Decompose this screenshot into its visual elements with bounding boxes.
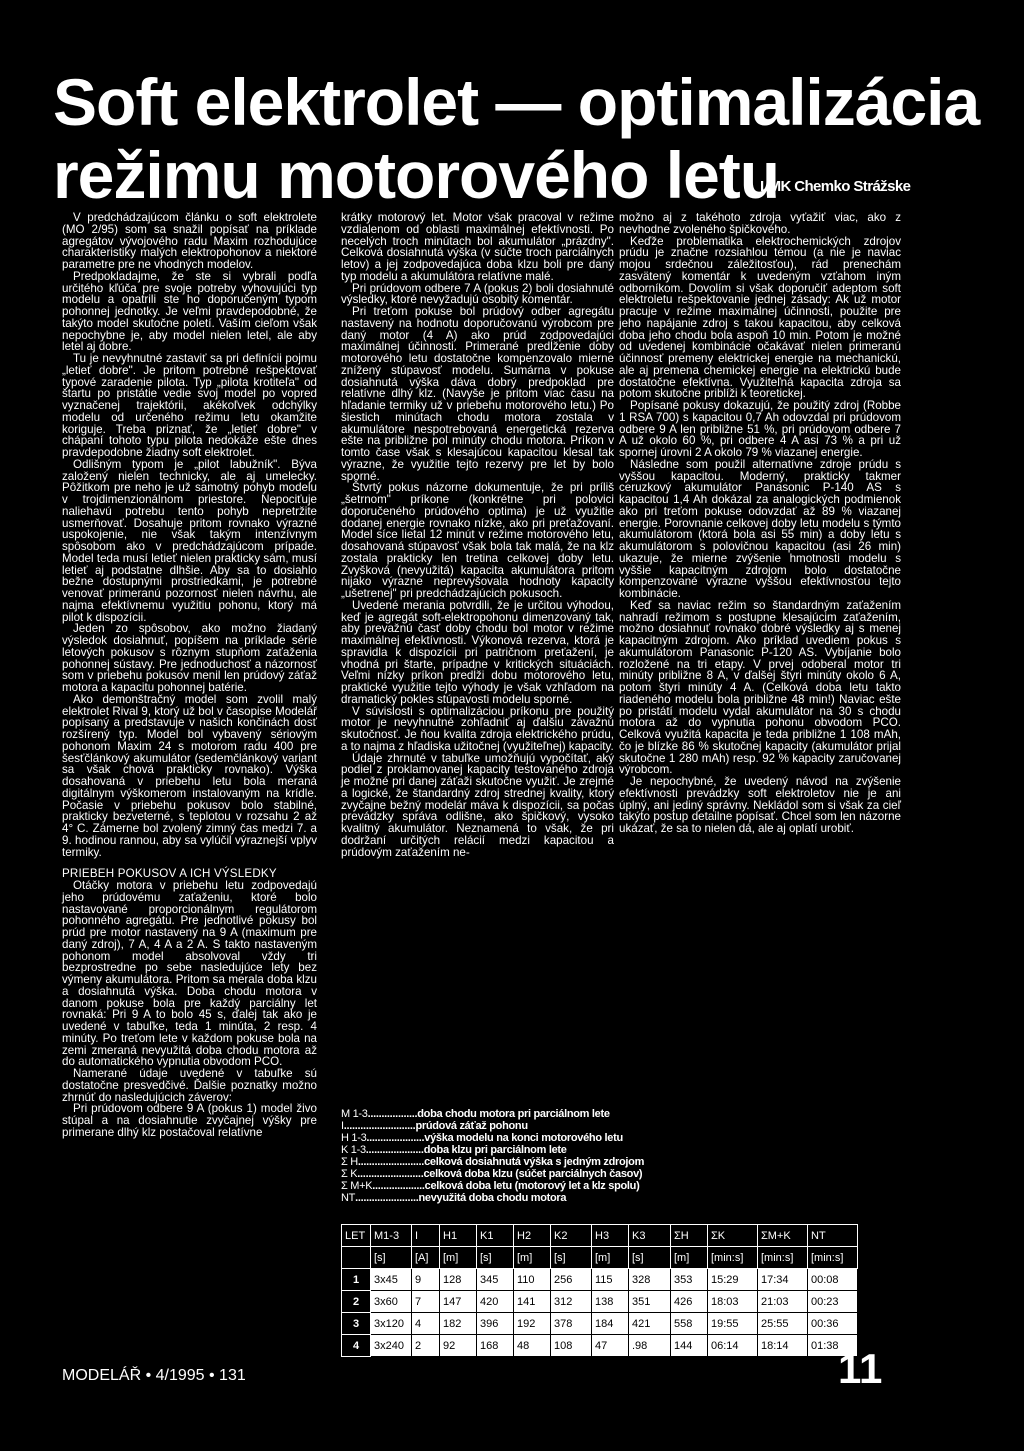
- table-units-row: [342, 1247, 858, 1269]
- column-unit: [min:s]: [808, 1247, 858, 1269]
- table-cell: 15:29: [708, 1269, 758, 1291]
- legend-item: NT.......................nevyužitá doba chodu motora: [341, 1192, 567, 1204]
- paragraph: V súvislosti s optimalizáciou príkonu pre použitý motor je nevyhnutné zohľadniť aj ďalšiu závažnú skutočnosť. Je ňou kvalita zdroja elektrického prúdu, a to najma z hľadiska užitočnej (využiteľnej) kapacity.: [341, 704, 614, 753]
- legend-key: H 1-3: [341, 1132, 367, 1144]
- legend-item: H 1-3.....................výška modelu na konci motorového letu: [341, 1132, 623, 1144]
- table-legend: [341, 1108, 761, 1204]
- table-cell: 00:23: [808, 1291, 858, 1313]
- column-2: [341, 211, 614, 859]
- table-cell: 00:36: [808, 1313, 858, 1335]
- table-cell: 108: [551, 1335, 592, 1357]
- paragraph: V predchádzajúcom článku o soft elektrolete (MO 2/95) som sa snažil popísať na príklade agregátov vývojového radu Maxim rozhodujúce charakteristiky malých elektropohonov a niektoré parametre pre ne vhodných modelov.: [62, 211, 317, 271]
- paragraph: Pri prúdovom odbere 7 A (pokus 2) boli dosiahnuté výsledky, ktoré nevyžadujú osobitý komentár.: [341, 281, 614, 307]
- legend-key: K 1-3: [341, 1144, 366, 1156]
- table-cell: 4: [412, 1313, 440, 1335]
- table-cell: 19:55: [708, 1313, 758, 1335]
- table-row: [342, 1313, 858, 1335]
- table-cell: 420: [477, 1291, 514, 1313]
- table-cell: 7: [412, 1291, 440, 1313]
- column-unit: [342, 1247, 371, 1269]
- table-row: [342, 1291, 858, 1313]
- legend-key: NT: [341, 1192, 356, 1204]
- table-cell: 378: [551, 1313, 592, 1335]
- table-cell: 2: [412, 1335, 440, 1357]
- legend-item: I..........................prúdová záťaž pohonu: [341, 1120, 528, 1132]
- column-header: K3: [629, 1225, 671, 1247]
- paragraph: Uvedené merania potvrdili, že je určitou výhodou, keď je agregát soft-elektropohonu dimenzovaný tak, aby prevažnú časť doby chodu bol motor v režime maximálnej efektívnosti. Výkonová rezerva, ktorá je spravidla k dispozícii pri patričnom preťažení, je vhodná pri štarte, prípadne v kritických situáciách. Veľmi nízky príkon predĺži dobu motorového letu, praktické využitie tejto výhody je však vzhľadom na dramatický pokles stúpavosti modelu sporné.: [341, 598, 614, 706]
- table-cell: 1: [342, 1269, 371, 1291]
- column-header: H1: [440, 1225, 477, 1247]
- column-header: LET: [342, 1225, 371, 1247]
- table-cell: 3x60: [371, 1291, 412, 1313]
- column-header: I: [412, 1225, 440, 1247]
- table-cell: 18:03: [708, 1291, 758, 1313]
- table-cell: 128: [440, 1269, 477, 1291]
- column-header: ΣH: [671, 1225, 708, 1247]
- legend-item: Σ H........................celková dosiahnutá výška s jedným zdrojom: [341, 1156, 645, 1168]
- table-cell: 147: [440, 1291, 477, 1313]
- table-cell: 426: [671, 1291, 708, 1313]
- paragraph: Následne som použil alternatívne zdroje prúdu s vyššou kapacitou. Moderný, prakticky takmer ceruzkový akumulátor Panasonic P-140 AS s kapacitou 1,4 Ah dokázal za analogických podmienok ako pri treťom pokuse odovzdať až 89 % viazanej energie. Porovnanie celkovej doby letu modelu s týmto akumulátorom (ktorá bola asi 55 min) a doby letu s akumulátorom s polovičnou kapacitou (asi 26 min) ukazuje, že mierne zvýšenie hmotnosti modelu s vyššie kapacitným zdrojom bolo dostatočne kompenzované výrazne vyššou efektívnosťou tejto kombinácie.: [619, 457, 901, 600]
- paragraph: Údaje zhrnuté v tabuľke umožňujú vypočítať, aký podiel z proklamovanej kapacity testovaného zdroja je možné pri danej záťaži skutočne využiť. Je zrejmé a logické, že štandardný zdroj strednej kvality, ktorý zvyčajne bežný modelár máva k dispozícii, sa počas prevádzky správa odlišne, ako špičkový, vysoko kvalitný akumulátor. Neznamená to však, že pri dodržaní určitých relácií medzi kapacitou a prúdovým zaťažením ne-: [341, 751, 614, 859]
- paragraph: Tu je nevyhnutné zastaviť sa pri definícii pojmu „letieť dobre". Je pritom potrebné rešpektovať typové zaradenie pilota. Typ „pilota krotiteľa" od štartu po pristátie vedie svoj model po vopred vyznačenej trajektórii, akékoľvek odchýlky modelu od určeného režimu letu okamžite koriguje. Treba priznať, že „letieť dobre" v chápaní tohoto typu pilota nedokáže ešte dnes pravdepodobne žiadny soft elektrolet.: [62, 352, 317, 459]
- table-cell: 328: [629, 1269, 671, 1291]
- paragraph: Pri prúdovom odbere 9 A (pokus 1) model živo stúpal a na dosiahnutie zvyčajnej výšky pre primerane dlhý klz postačoval relatívne: [62, 1102, 317, 1139]
- page-number: 11: [838, 1345, 883, 1392]
- table-cell: 01:38: [808, 1335, 858, 1357]
- table-cell: 110: [514, 1269, 551, 1291]
- paragraph: Keď sa naviac režim so štandardným zaťažením nahradí režimom s postupne klesajúcim zaťažením, možno dosiahnuť rovnako dobré výsledky aj s menej kapacitným zdrojom. Ako príklad uvediem pokus s akumulátorom Panasonic P-120 AS. Vybíjanie bolo rozložené na tri etapy. V prvej odoberal motor tri minúty približne 8 A, v ďalšej štyri minúty okolo 6 A, potom štyri minúty 4 A. (Celková doba letu takto riadeného modelu bola približne 48 min!) Naviac ešte po pristátí modelu vydal akumulátor na 30 s chodu motora až do vypnutia pohonu obvodom PCO. Celková využitá kapacita je teda približne 1 108 mAh, čo je blízke 86 % skutočnej kapacity (akumulátor prijal skutočne 1 280 mAh) resp. 92 % kapacity zaručovanej výrobcom.: [619, 598, 901, 777]
- legend-text: doba chodu motora pri parciálnom lete: [417, 1108, 610, 1120]
- column-unit: [s]: [371, 1247, 412, 1269]
- table-row: [342, 1335, 858, 1357]
- table-cell: 144: [671, 1335, 708, 1357]
- column-header: M1-3: [371, 1225, 412, 1247]
- paragraph: Pri treťom pokuse bol prúdový odber agregátu nastavený na hodnotu doporučovanú výrobcom pre daný motor (4 A) ako prúd zodpovedajúci maximálnej účinnosti. Primerané predĺženie doby motorového letu dostatočne kompenzovalo mierne znížený stúpavosť modelu. Sumárna v pokuse dosiahnutá výška dáva dobrý predpoklad pre relatívne dlhý klz. (Navyše je pritom viac času na hľadanie termiky už v priebehu motorového letu.) Po šiestich minútach chodu motora zostala v akumulátore nespotrebovaná energetická rezerva ešte na približne pol minúty chodu motora. Príkon v tomto čase však s klesajúcou kapacitou klesal tak výrazne, že využitie tejto rezervy pre let by bolo sporné.: [341, 305, 614, 483]
- paragraph: krátky motorový let. Motor však pracoval v režime vzdialenom od oblasti maximálnej efektívnosti. Po necelých troch minútach bol akumulátor „prázdny". Celková dosiahnutá výška (v súčte troch parciálnych letov) a jej zodpovedajúca doba klzu boli pre daný typ modelu a akumulátora relatívne malé.: [341, 211, 614, 283]
- legend-key: Σ M+K: [341, 1180, 373, 1192]
- table-cell: 351: [629, 1291, 671, 1313]
- legend-text: nevyužitá doba chodu motora: [418, 1192, 567, 1204]
- table-cell: 2: [342, 1291, 371, 1313]
- legend-key: M 1-3: [341, 1108, 368, 1120]
- legend-text: prúdová záťaž pohonu: [415, 1120, 528, 1132]
- table-cell: 345: [477, 1269, 514, 1291]
- paragraph: Ako demonštračný model som zvolil malý elektrolet Rival 9, ktorý už bol v časopise Modelář popísaný a predstavuje v našich končinách dosť rozšírený typ. Model bol vybavený sériovým pohonom Maxim 24 s motorom radu 400 pre šesťčlánkový akumulátor (sedemčlánkový variant sa však chová prakticky rovnako). Výška dosahovaná v priebehu letu bola meraná digitálnym výškomerom instalovaným na krídle. Počasie v priebehu pokusov bolo stabilné, prakticky bezveterné, s teplotou v rozsahu 2 až 4° C. Zámerne bol zvolený zimný čas medzi 7. a 9. hodinou rannou, aby sa vylúčil výraznejší vplyv termiky.: [62, 692, 317, 859]
- column-unit: [m]: [440, 1247, 477, 1269]
- legend-key: I: [341, 1120, 344, 1132]
- table-cell: 141: [514, 1291, 551, 1313]
- table-cell: 115: [592, 1269, 629, 1291]
- column-unit: [m]: [514, 1247, 551, 1269]
- paragraph: Keďže problematika elektrochemických zdrojov prúdu je značne rozsiahlou témou (a nie je naviac mojou srdečnou záležitosťou), rád prenechám zasvätený komentár k uvedeným vzťahom iným odborníkom. Dovolím si však doporučiť adeptom soft elektroletu rešpektovanie jednej zásady: Ak už motor pracuje v režime maximálnej účinnosti, použite pre jeho napájanie zdroj s takou kapacitou, aby celková doba jeho chodu bola aspoň 10 min. Potom je možné od uvedenej kombinácie očakávať nielen primeranú účinnosť premeny elektrickej energie na mechanickú, ale aj premena chemickej energie na elektrickú bude dostatočne efektívna. Využiteľná kapacita zdroja sa potom skutočne priblíži k teoretickej.: [619, 234, 901, 401]
- paragraph: Otáčky motora v priebehu letu zodpovedajú jeho prúdovému zaťaženiu, ktoré bolo nastavované proporcionálnym regulátorom pohonného agregátu. Pre jednotlivé pokusy bol prúd pre motor nastavený na 9 A (maximum pre daný zdroj), 7 A, 4 A a 2 A. S takto nastaveným pohonom model absolvoval vždy tri bezprostredne po sebe nasledujúce lety bez výmeny akumulátora. Pritom sa merala doba klzu a dosiahnutá výška. Doba chodu motora v danom pokuse bola pre každý parciálny let rovnaká: Pri 9 A to bolo 45 s, ďalej tak ako je uvedené v tabuľke, teda 1 minúta, 2 resp. 4 minúty. Po treťom lete v každom pokuse bola na zemi zmeraná nevyužitá doba chodu motora až do automatického vypnutia obvodom PCO.: [62, 879, 317, 1069]
- column-unit: [s]: [629, 1247, 671, 1269]
- table-row: [342, 1269, 858, 1291]
- table-cell: 21:03: [758, 1291, 808, 1313]
- journal-footer: MODELÁŘ • 4/1995 • 131: [62, 1367, 246, 1384]
- paragraph: Namerané údaje uvedené v tabuľke sú dostatočne presvedčivé. Ďalšie poznatky možno zhrnúť do nasledujúcich záverov:: [62, 1067, 317, 1104]
- column-header: ΣK: [708, 1225, 758, 1247]
- legend-key: Σ H: [341, 1156, 358, 1168]
- table-cell: 3: [342, 1313, 371, 1335]
- legend-key: Σ K: [341, 1168, 358, 1180]
- table-cell: 558: [671, 1313, 708, 1335]
- column-header: K1: [477, 1225, 514, 1247]
- table-cell: 421: [629, 1313, 671, 1335]
- column-unit: [m]: [592, 1247, 629, 1269]
- paragraph: Jeden zo spôsobov, ako možno žiadaný výsledok dosiahnuť, popíšem na príklade série letových pokusov s rôznym stupňom zaťaženia pohonnej sústavy. Pre jednoduchosť a názornosť som v priebehu pokusov menil len prúdový záťaž motora a kapacitu pohonnej batérie.: [62, 622, 317, 694]
- table-cell: 3x45: [371, 1269, 412, 1291]
- table-cell: 256: [551, 1269, 592, 1291]
- paragraph: Je nepochybné, že uvedený návod na zvýšenie efektívnosti prevádzky soft elektroletov nie je ani úplný, ani jediný správny. Nekládol som si však za cieľ takýto postup detailne popísať. Chcel som len názorne ukázať, že sa to nielen dá, ale aj oplatí urobiť.: [619, 775, 901, 835]
- column-unit: [min:s]: [758, 1247, 808, 1269]
- table-cell: 9: [412, 1269, 440, 1291]
- title-line-1: Soft elektrolet — optimalizácia: [53, 65, 980, 139]
- legend-text: doba klzu pri parciálnom lete: [423, 1144, 567, 1156]
- column-unit: [s]: [551, 1247, 592, 1269]
- column-unit: [s]: [477, 1247, 514, 1269]
- paragraph: možno aj z takéhoto zdroja vyťažiť viac, ako z nevhodne zvoleného špičkového.: [619, 211, 901, 236]
- column-header: H3: [592, 1225, 629, 1247]
- table-header-row: [342, 1225, 858, 1247]
- column-unit: [A]: [412, 1247, 440, 1269]
- table-cell: 192: [514, 1313, 551, 1335]
- paragraph: Predpokladajme, že ste si vybrali podľa určitého kľúča pre svoje potreby vyhovujúci typ modelu a opatrili ste ho doporučeným typom pohonnej jednotky. Je veľmi pravdepodobné, že takýto model skutočne poletí. Vaším cieľom však nepochybne je, aby model nielen letel, ale aby letel aj dobre.: [62, 269, 317, 354]
- legend-item: Σ K........................celková doba klzu (súčet parciálnych časov): [341, 1168, 643, 1180]
- byline: LMK Chemko Strážske: [760, 178, 911, 195]
- table-cell: 18:14: [758, 1335, 808, 1357]
- table-cell: 184: [592, 1313, 629, 1335]
- column-1: [62, 211, 317, 1139]
- paragraph: Popísané pokusy dokazujú, že použitý zdroj (Robbe 1 RSA 700) s kapacitou 0,7 Ah odovzdal pri prúdovom odbere 9 A len približne 51 %, pri prúdovom odbere 7 A už okolo 60 %, pri odbere 4 A asi 73 % a pri už spornej úrovni 2 A okolo 79 % viazanej energie.: [619, 399, 901, 459]
- column-3: [619, 212, 901, 850]
- legend-item: M 1-3..................doba chodu motora pri parciálnom lete: [341, 1108, 610, 1120]
- paragraph: Štvrtý pokus názorne dokumentuje, že pri príliš „šetrnom" príkone (konkrétne pri polovici doporučeného prúdového optima) je už využitie dodanej energie rovnako nízke, ako pri preťažovaní. Model síce lietal 12 minút v režime motorového letu, dosahovaná stúpavosť však bola tak malá, že na klz zostala prakticky len tretina celkovej doby letu. Zvyšková (nevyužitá) kapacita akumulátora pritom nijako výrazne neprevyšovala hodnoty kapacity „ušetrenej" pri predchádzajúcich pokusoch.: [341, 481, 614, 600]
- table-cell: 3x120: [371, 1313, 412, 1335]
- table-cell: 3x240: [371, 1335, 412, 1357]
- column-header: H2: [514, 1225, 551, 1247]
- results-table: [341, 1224, 858, 1357]
- table-cell: 353: [671, 1269, 708, 1291]
- legend-text: celková doba letu (motorový let a klz spolu): [424, 1180, 640, 1192]
- table-cell: 396: [477, 1313, 514, 1335]
- table-cell: 182: [440, 1313, 477, 1335]
- legend-item: K 1-3.....................doba klzu pri parciálnom lete: [341, 1144, 567, 1156]
- table-cell: 06:14: [708, 1335, 758, 1357]
- table-cell: 00:08: [808, 1269, 858, 1291]
- table-cell: .98: [629, 1335, 671, 1357]
- table-cell: 47: [592, 1335, 629, 1357]
- table-cell: 92: [440, 1335, 477, 1357]
- column-unit: [m]: [671, 1247, 708, 1269]
- table-cell: 48: [514, 1335, 551, 1357]
- table-cell: 25:55: [758, 1313, 808, 1335]
- title-line-2: režimu motorového letu: [53, 138, 780, 212]
- table-cell: 138: [592, 1291, 629, 1313]
- column-header: K2: [551, 1225, 592, 1247]
- legend-item: Σ M+K...................celková doba letu (motorový let a klz spolu): [341, 1180, 640, 1192]
- legend-text: celková doba klzu (súčet parciálnych časov): [423, 1168, 643, 1180]
- legend-text: celková dosiahnutá výška s jedným zdrojom: [424, 1156, 645, 1168]
- column-header: ΣM+K: [758, 1225, 808, 1247]
- table-cell: 312: [551, 1291, 592, 1313]
- section-heading: PRIEBEH POKUSOV A ICH VÝSLEDKY: [62, 867, 277, 881]
- table-cell: 168: [477, 1335, 514, 1357]
- paragraph: Odlišným typom je „pilot labužník". Býva založený nielen technicky, ale aj umelecky. Pôžitkom pre neho je už samotný pohyb modelu v trojdimenzionálnom priestore. Nepociťuje naliehavú potrebu tento pohyb nepretržite usmerňovať. Dosahuje pritom rovnako výrazné uspokojenie, nie však takým intenzívnym spôsobom ako v predchádzajúcom prípade. Model teda musí letieť nielen prakticky sám, musí letieť aj podstatne dlhšie. Aby sa to dosiahlo bežne dostupnými prostriedkami, je potrebné venovať primeranú pozornosť nielen návrhu, ale najma efektívnemu využitiu pohonu, ktorý má pilot k dispozícii.: [62, 457, 317, 624]
- legend-text: výška modelu na konci motorového letu: [424, 1132, 623, 1144]
- table-cell: 17:34: [758, 1269, 808, 1291]
- table-cell: 4: [342, 1335, 371, 1357]
- column-unit: [min:s]: [708, 1247, 758, 1269]
- column-header: NT: [808, 1225, 858, 1247]
